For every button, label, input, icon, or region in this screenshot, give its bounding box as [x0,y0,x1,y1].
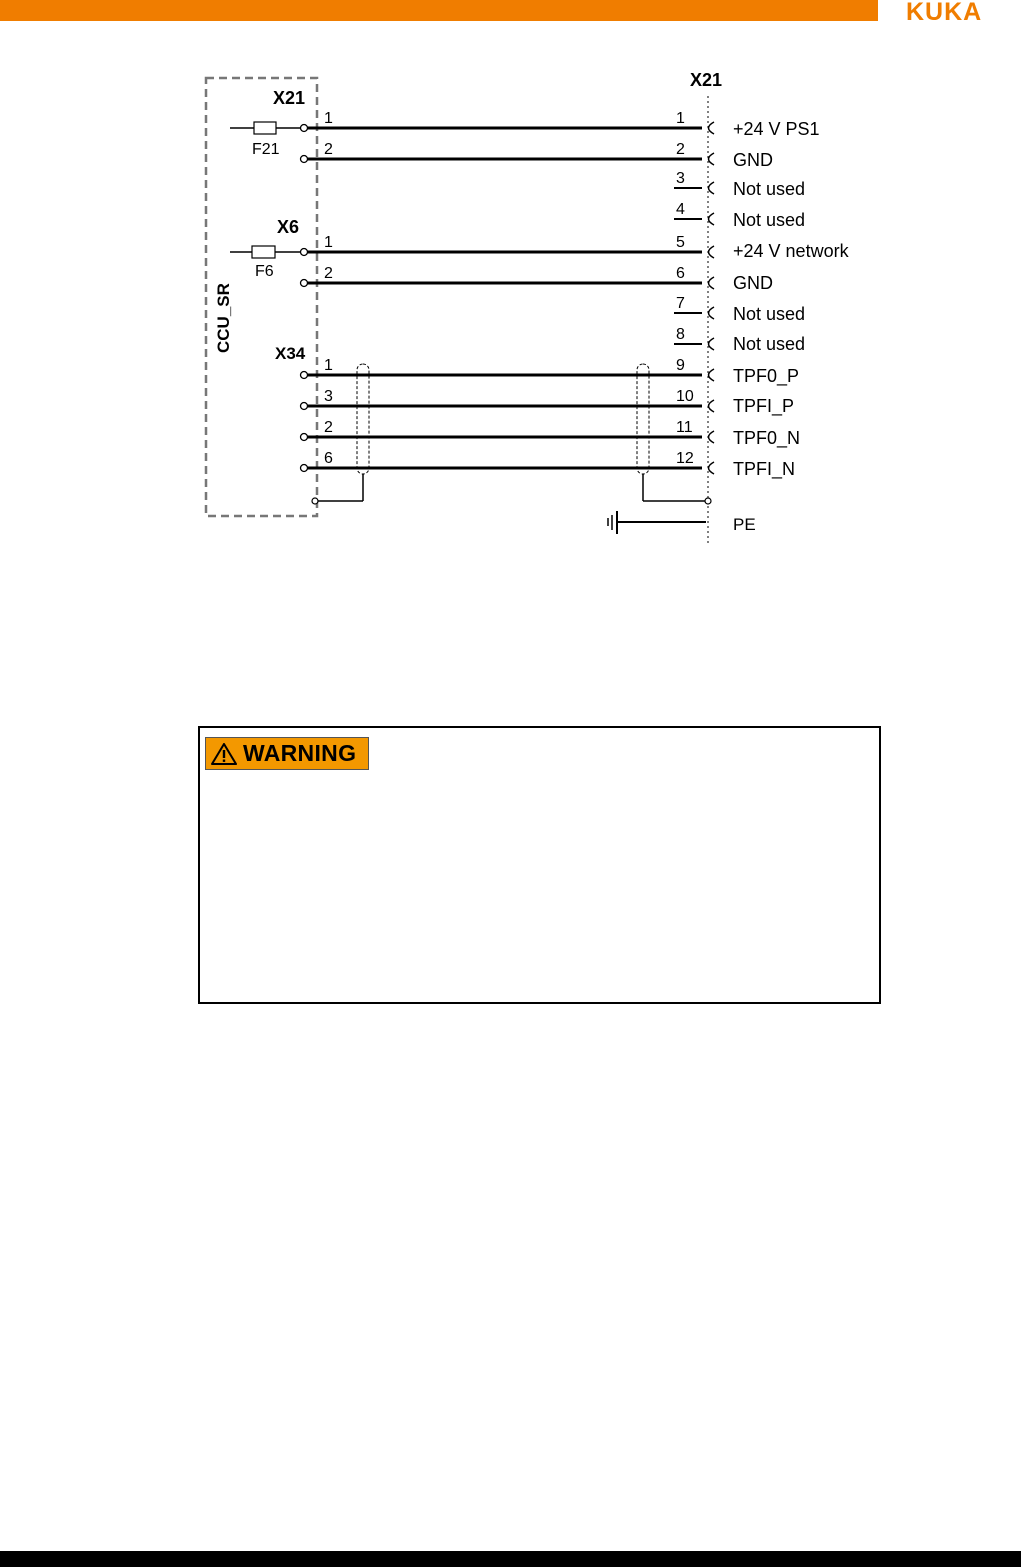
src-pin-label: 3 [324,388,333,405]
warning-label: WARNING [243,740,357,766]
dst-pin-label: 12 [676,450,694,467]
signal-label: GND [733,150,773,170]
fuse-f6 [230,246,300,258]
src-pin-label: 6 [324,450,333,467]
wire-x21-2 [301,153,715,165]
signal-label: TPFI_P [733,396,795,416]
dst-pin-label: 3 [676,170,685,187]
fuse-label-f21: F21 [252,141,280,158]
dst-pin-label: 9 [676,357,685,374]
signal-label: TPF0_N [733,428,801,448]
dst-pin-label: 11 [676,419,693,436]
fuse-label-f6: F6 [255,263,274,280]
signal-label: TPF0_P [733,366,800,386]
dst-pin-label: 10 [676,388,694,405]
ground-label: PE [733,515,756,534]
warning-triangle-icon [211,743,237,765]
dst-pin-label: 6 [676,265,685,282]
dst-pin-label: 8 [676,326,685,343]
signal-label: Not used [733,304,806,324]
shield-drain-right [643,474,711,504]
signal-label: Not used [733,179,806,199]
dst-pin-label: 5 [676,234,685,251]
footer-bar [0,1551,1021,1567]
module-label: CCU_SR [214,283,233,353]
connector-label-x34: X34 [275,344,306,363]
shield-drain-left [312,474,363,504]
warning-box [198,726,881,1004]
connector-label-x21: X21 [273,88,306,108]
wire-x6-2 [301,277,715,289]
src-pin-label: 1 [324,110,333,127]
cable-shield-left [357,364,369,474]
src-pin-label: 1 [324,357,333,374]
signal-label: TPFI_N [733,459,796,479]
ground-symbol [608,511,706,534]
fuse-f21 [230,122,300,134]
signal-label: +24 V PS1 [733,119,820,139]
src-pin-label: 2 [324,141,333,158]
wire-x6-1 [301,246,715,258]
wire-x34-2 [301,431,715,443]
signal-label: Not used [733,210,806,230]
signal-label: Not used [733,334,806,354]
src-pin-label: 2 [324,419,333,436]
cable-shield-right [637,364,649,474]
kuka-logo: KUKA [906,0,983,26]
signal-label: +24 V network [733,241,849,261]
connector-label-x6: X6 [277,217,300,237]
wire-x34-1 [301,369,715,381]
dst-pin-label: 2 [676,141,685,158]
signal-label: GND [733,273,773,293]
dst-pin-label: 1 [676,110,685,127]
dst-pin-label: 7 [676,295,685,312]
warning-badge [205,737,369,770]
src-pin-label: 2 [324,265,333,282]
dst-pin-label: 4 [676,201,685,218]
wire-x21-1 [301,122,715,134]
wire-x34-3 [301,400,715,412]
src-pin-label: 1 [324,234,333,251]
target-connector-label: X21 [690,70,723,90]
wire-x34-6 [301,462,715,474]
wiring-diagram [0,0,1021,600]
